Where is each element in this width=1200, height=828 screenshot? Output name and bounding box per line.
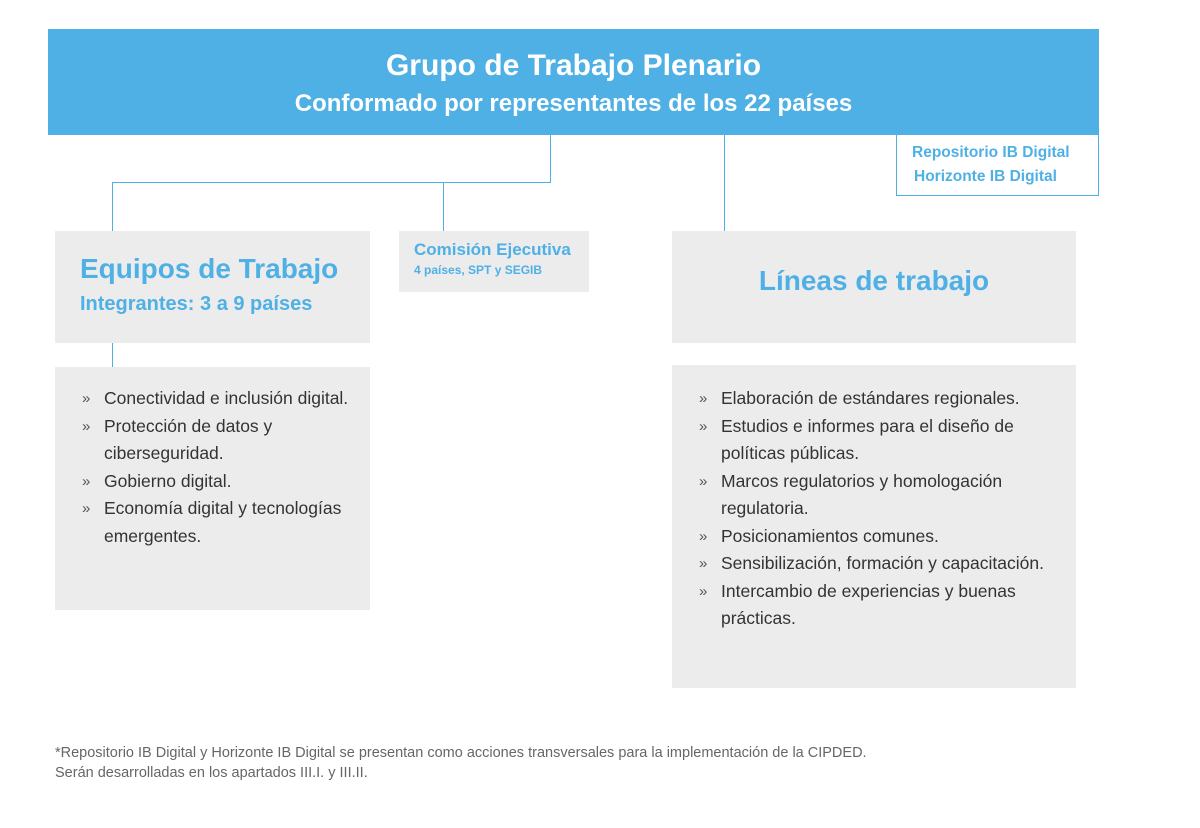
plenary-group-banner bbox=[48, 29, 1099, 135]
connector-horizontal bbox=[112, 182, 551, 183]
equipos-list-box bbox=[55, 367, 370, 610]
connector-equipos-list bbox=[112, 343, 113, 367]
list-item: » Gobierno digital. bbox=[82, 468, 350, 496]
horizonte-label: Horizonte IB Digital bbox=[914, 168, 1057, 185]
lineas-title: Líneas de trabajo bbox=[758, 265, 990, 296]
plenary-subtitle: Conformado por representantes de los 22 países bbox=[294, 90, 853, 117]
comision-title: Comisión Ejecutiva bbox=[414, 240, 571, 259]
transversal-actions-box bbox=[896, 135, 1099, 196]
list-item: » Conectividad e inclusión digital. bbox=[82, 385, 350, 413]
list-item: » Posicionamientos comunes. bbox=[699, 523, 1056, 551]
connector-plenario-down bbox=[550, 135, 551, 183]
list-item: » Protección de datos y ciberseguridad. bbox=[82, 413, 350, 468]
list-item: » Economía digital y tecnologías emergentes. bbox=[82, 495, 350, 550]
lineas-list-box bbox=[672, 365, 1076, 688]
repositorio-label: Repositorio IB Digital bbox=[912, 144, 1070, 161]
plenary-title: Grupo de Trabajo Plenario bbox=[385, 49, 762, 82]
equipos-box bbox=[55, 231, 370, 343]
comision-box bbox=[399, 231, 589, 292]
lineas-list bbox=[699, 385, 1056, 633]
connector-to-equipos bbox=[112, 182, 113, 231]
equipos-title: Equipos de Trabajo bbox=[80, 253, 339, 284]
list-item: » Elaboración de estándares regionales. bbox=[699, 385, 1056, 413]
list-item: » Estudios e informes para el diseño de políticas públicas. bbox=[699, 413, 1056, 468]
equipos-list bbox=[82, 385, 350, 550]
connector-to-lineas bbox=[724, 135, 725, 231]
footnote: *Repositorio IB Digital y Horizonte IB Digital se presentan como acciones transversales para la implementación de la CIPDED. Serán desarrolladas en los apartados III.I. y III.II. bbox=[55, 745, 867, 781]
lineas-box bbox=[672, 231, 1076, 343]
list-item: » Marcos regulatorios y homologación regulatoria. bbox=[699, 468, 1056, 523]
equipos-subtitle: Integrantes: 3 a 9 países bbox=[80, 293, 313, 315]
comision-subtitle: 4 países, SPT y SEGIB bbox=[414, 263, 543, 277]
list-item: » Intercambio de experiencias y buenas prácticas. bbox=[699, 578, 1056, 633]
list-item: » Sensibilización, formación y capacitación. bbox=[699, 550, 1056, 578]
connector-to-comision bbox=[443, 182, 444, 231]
